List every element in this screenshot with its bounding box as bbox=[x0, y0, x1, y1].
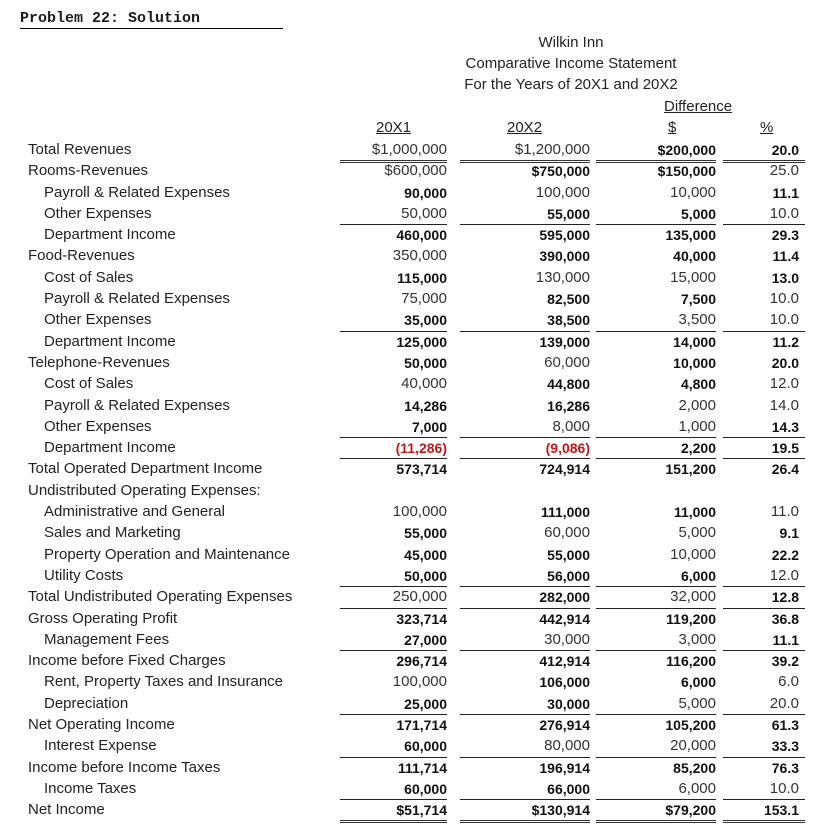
row-label: Payroll & Related Expenses bbox=[44, 396, 230, 414]
row-label: Administrative and General bbox=[44, 503, 225, 521]
value-diff-dollar: 7,500 bbox=[680, 291, 716, 308]
value-diff-dollar: 6,000 bbox=[680, 674, 716, 691]
value-20x2: 30,000 bbox=[547, 695, 590, 712]
value-20x1: 100,000 bbox=[392, 673, 447, 691]
rule-line bbox=[460, 608, 590, 609]
value-20x1: 111,714 bbox=[397, 759, 447, 776]
rule-line bbox=[596, 458, 716, 459]
value-20x2: $750,000 bbox=[531, 163, 590, 180]
value-20x2: 390,000 bbox=[539, 248, 590, 265]
table-row bbox=[0, 480, 829, 501]
value-20x1: 50,000 bbox=[404, 567, 447, 584]
value-diff-dollar: 3,500 bbox=[678, 311, 716, 329]
value-diff-percent bbox=[733, 480, 799, 501]
rule-line bbox=[723, 757, 805, 758]
column-header-dollar-diff: $ bbox=[668, 119, 677, 136]
value-diff-dollar: 85,200 bbox=[673, 759, 716, 776]
value-diff-dollar: 2,200 bbox=[680, 440, 716, 457]
rule-line bbox=[723, 458, 805, 459]
row-label: Total Revenues bbox=[28, 141, 132, 158]
value-20x2: 412,914 bbox=[539, 653, 590, 670]
row-label: Interest Expense bbox=[44, 737, 157, 755]
rule-line bbox=[340, 714, 447, 715]
rule-line bbox=[460, 799, 590, 800]
value-diff-dollar: 10,000 bbox=[673, 354, 716, 371]
value-diff-dollar: 3,000 bbox=[678, 630, 716, 648]
row-label: Property Operation and Maintenance bbox=[44, 545, 290, 563]
row-label: Depreciation bbox=[44, 694, 129, 712]
value-20x1 bbox=[340, 480, 447, 501]
value-diff-percent: 6.0 bbox=[778, 673, 799, 691]
table-row bbox=[0, 544, 829, 565]
rule-line bbox=[460, 160, 590, 163]
value-diff-percent: 25.0 bbox=[769, 162, 799, 180]
value-20x2: 44,800 bbox=[547, 376, 590, 393]
row-label: Total Undistributed Operating Expenses bbox=[28, 588, 293, 606]
rule-line bbox=[460, 714, 590, 715]
row-label: Rooms-Revenues bbox=[28, 162, 149, 180]
table-row bbox=[0, 586, 829, 607]
value-20x2: 60,000 bbox=[544, 524, 590, 542]
value-diff-dollar: $200,000 bbox=[657, 142, 716, 158]
value-20x1: 35,000 bbox=[404, 312, 447, 329]
value-20x1: 100,000 bbox=[392, 503, 447, 521]
row-label: Income Taxes bbox=[44, 779, 137, 797]
rule-line bbox=[723, 160, 805, 163]
rule-line bbox=[596, 799, 716, 800]
value-20x1: $1,000,000 bbox=[371, 141, 447, 158]
value-diff-percent: 11.2 bbox=[772, 333, 799, 350]
value-20x2: 55,000 bbox=[547, 546, 590, 563]
table-row bbox=[0, 245, 829, 266]
value-20x2: 38,500 bbox=[547, 312, 590, 329]
rule-line bbox=[460, 224, 590, 225]
difference-header: Difference bbox=[664, 98, 733, 115]
rule-line bbox=[596, 650, 716, 651]
row-label: Sales and Marketing bbox=[44, 524, 181, 542]
value-diff-percent: 11.1 bbox=[772, 631, 799, 648]
row-label: Other Expenses bbox=[44, 204, 152, 222]
table-row bbox=[0, 267, 829, 288]
value-20x2: 106,000 bbox=[539, 674, 590, 691]
rule-line bbox=[340, 650, 447, 651]
value-diff-percent: 153.1 bbox=[763, 802, 799, 819]
double-rule-line bbox=[596, 820, 716, 823]
value-diff-percent: 10.0 bbox=[769, 204, 799, 222]
row-label: Gross Operating Profit bbox=[28, 609, 178, 627]
rule-line bbox=[340, 757, 447, 758]
rule-line bbox=[460, 586, 590, 587]
table-row bbox=[0, 671, 829, 692]
value-diff-percent: 9.1 bbox=[779, 525, 799, 542]
value-20x1: 14,286 bbox=[404, 397, 447, 414]
column-header-percent-diff: % bbox=[760, 119, 774, 136]
statement-title: Comparative Income Statement bbox=[465, 55, 677, 72]
double-rule-line bbox=[723, 820, 805, 823]
table-row bbox=[0, 735, 829, 756]
value-20x1: 323,714 bbox=[396, 610, 447, 627]
value-20x2: $130,914 bbox=[531, 802, 590, 819]
value-20x2 bbox=[470, 480, 590, 501]
rule-line bbox=[723, 331, 805, 332]
table-row bbox=[0, 182, 829, 203]
value-diff-dollar: 5,000 bbox=[678, 694, 716, 712]
value-diff-dollar: 40,000 bbox=[673, 248, 716, 265]
value-20x2: 724,914 bbox=[539, 461, 590, 478]
value-20x1: 115,000 bbox=[397, 269, 447, 286]
table-row bbox=[0, 757, 829, 778]
row-label: Food-Revenues bbox=[28, 247, 135, 265]
value-diff-percent: 12.0 bbox=[769, 375, 799, 393]
value-20x2: 282,000 bbox=[539, 589, 590, 606]
rule-line bbox=[340, 331, 447, 332]
value-diff-percent: 10.0 bbox=[769, 779, 799, 797]
value-20x2: 60,000 bbox=[544, 353, 590, 371]
double-rule-line bbox=[340, 820, 447, 823]
value-20x1: 125,000 bbox=[396, 333, 447, 350]
value-diff-dollar: 151,200 bbox=[665, 461, 716, 478]
value-20x1: 350,000 bbox=[392, 247, 447, 265]
value-diff-percent: 13.0 bbox=[771, 269, 799, 286]
value-20x1: $51,714 bbox=[396, 802, 447, 819]
value-diff-dollar: 4,800 bbox=[680, 376, 716, 393]
value-diff-dollar: 32,000 bbox=[670, 588, 716, 606]
row-label: Payroll & Related Expenses bbox=[44, 290, 230, 308]
value-diff-dollar: 11,000 bbox=[673, 504, 716, 521]
rule-line bbox=[460, 757, 590, 758]
table-row bbox=[0, 693, 829, 714]
table-row bbox=[0, 799, 829, 820]
income-statement-table bbox=[0, 139, 829, 821]
value-20x1: 27,000 bbox=[404, 631, 447, 648]
value-20x2: 82,500 bbox=[547, 291, 590, 308]
row-label: Payroll & Related Expenses bbox=[44, 183, 230, 201]
value-diff-dollar: 20,000 bbox=[670, 737, 716, 755]
value-20x2: 66,000 bbox=[547, 780, 590, 797]
rule-line bbox=[596, 160, 716, 163]
rule-line bbox=[460, 650, 590, 651]
value-20x1: 50,000 bbox=[401, 204, 447, 222]
value-diff-dollar: $79,200 bbox=[665, 802, 716, 819]
column-header-20x1: 20X1 bbox=[376, 119, 412, 136]
value-diff-percent: 11.0 bbox=[770, 503, 799, 521]
value-diff-dollar: 15,000 bbox=[670, 268, 716, 286]
rule-line bbox=[340, 608, 447, 609]
value-20x1: 50,000 bbox=[404, 354, 447, 371]
table-row bbox=[0, 714, 829, 735]
statement-period: For the Years of 20X1 and 20X2 bbox=[464, 76, 678, 93]
value-diff-percent: 10.0 bbox=[769, 290, 799, 308]
row-label: Undistributed Operating Expenses: bbox=[28, 481, 261, 499]
table-row bbox=[0, 160, 829, 181]
value-20x1: 60,000 bbox=[404, 738, 447, 755]
value-20x1: 45,000 bbox=[404, 546, 447, 563]
rule-line bbox=[460, 437, 590, 438]
rule-line bbox=[596, 586, 716, 587]
value-diff-dollar: 135,000 bbox=[665, 227, 716, 244]
value-diff-percent: 22.2 bbox=[771, 546, 799, 563]
row-label: Department Income bbox=[44, 439, 176, 457]
value-20x1: 75,000 bbox=[401, 290, 447, 308]
value-diff-percent: 14.0 bbox=[769, 396, 799, 414]
rule-line bbox=[340, 160, 447, 163]
value-20x2: 55,000 bbox=[547, 205, 590, 222]
value-20x1: 573,714 bbox=[396, 461, 447, 478]
column-header-20x2: 20X2 bbox=[507, 119, 543, 136]
rule-line bbox=[596, 437, 716, 438]
value-20x1: 40,000 bbox=[401, 375, 447, 393]
value-diff-percent: 76.3 bbox=[771, 759, 799, 776]
value-diff-percent: 20.0 bbox=[769, 694, 799, 712]
rule-line bbox=[723, 799, 805, 800]
row-label: Other Expenses bbox=[44, 417, 152, 435]
row-label: Cost of Sales bbox=[44, 268, 134, 286]
value-diff-dollar: 1,000 bbox=[678, 417, 716, 435]
value-diff-percent: 19.5 bbox=[771, 440, 799, 457]
value-diff-dollar: 6,000 bbox=[680, 567, 716, 584]
rule-line bbox=[340, 586, 447, 587]
value-diff-percent: 11.4 bbox=[772, 248, 799, 265]
value-diff-percent: 61.3 bbox=[771, 717, 799, 734]
table-row bbox=[0, 522, 829, 543]
table-row bbox=[0, 565, 829, 586]
row-label: Net Income bbox=[28, 801, 105, 819]
double-rule-line bbox=[460, 820, 590, 823]
value-20x2: 139,000 bbox=[539, 333, 590, 350]
value-diff-percent: 12.8 bbox=[771, 589, 799, 606]
rule-line bbox=[596, 224, 716, 225]
value-diff-dollar: 119,200 bbox=[666, 610, 716, 627]
value-diff-dollar: 116,200 bbox=[666, 653, 716, 670]
rule-line bbox=[723, 714, 805, 715]
value-diff-percent: 11.1 bbox=[772, 184, 799, 201]
value-20x2: 80,000 bbox=[544, 737, 590, 755]
value-20x2: 130,000 bbox=[535, 268, 590, 286]
row-label: Management Fees bbox=[44, 630, 170, 648]
table-row bbox=[0, 288, 829, 309]
value-diff-percent: 26.4 bbox=[771, 461, 799, 478]
value-diff-dollar bbox=[606, 480, 716, 501]
rule-line bbox=[723, 608, 805, 609]
value-20x2: 56,000 bbox=[547, 567, 590, 584]
value-diff-dollar: 10,000 bbox=[670, 183, 716, 201]
row-label: Total Operated Department Income bbox=[28, 460, 263, 478]
value-diff-dollar: 5,000 bbox=[678, 524, 716, 542]
row-label: Department Income bbox=[44, 332, 176, 350]
value-diff-dollar: 105,200 bbox=[665, 717, 716, 734]
row-label: Net Operating Income bbox=[28, 716, 175, 734]
rule-line bbox=[596, 608, 716, 609]
rule-line bbox=[723, 586, 805, 587]
row-label: Other Expenses bbox=[44, 311, 152, 329]
table-row bbox=[0, 778, 829, 799]
table-row bbox=[0, 352, 829, 373]
value-20x2: 442,914 bbox=[539, 610, 590, 627]
value-20x2: 8,000 bbox=[552, 417, 590, 435]
value-diff-percent: 14.3 bbox=[771, 418, 799, 435]
value-20x1: 250,000 bbox=[392, 588, 447, 606]
value-20x1: 90,000 bbox=[404, 184, 447, 201]
table-row bbox=[0, 139, 829, 160]
rule-line bbox=[596, 714, 716, 715]
table-row bbox=[0, 650, 829, 671]
value-diff-percent: 20.0 bbox=[771, 142, 799, 158]
table-row bbox=[0, 608, 829, 629]
value-diff-percent: 12.0 bbox=[769, 566, 799, 584]
rule-line bbox=[340, 224, 447, 225]
table-row bbox=[0, 458, 829, 479]
table-row bbox=[0, 629, 829, 650]
rule-line bbox=[340, 458, 447, 459]
table-row bbox=[0, 437, 829, 458]
rule-line bbox=[723, 650, 805, 651]
table-row bbox=[0, 309, 829, 330]
value-diff-percent: 36.8 bbox=[771, 610, 799, 627]
rule-line bbox=[596, 757, 716, 758]
value-20x1: $600,000 bbox=[384, 162, 447, 180]
rule-line bbox=[596, 331, 716, 332]
row-label: Income before Fixed Charges bbox=[28, 652, 226, 670]
row-label: Utility Costs bbox=[44, 566, 124, 584]
value-diff-dollar: 2,000 bbox=[678, 396, 716, 414]
value-diff-dollar: 5,000 bbox=[680, 205, 716, 222]
table-row bbox=[0, 416, 829, 437]
value-20x1: 296,714 bbox=[396, 653, 447, 670]
value-20x1: 171,714 bbox=[396, 717, 447, 734]
table-row bbox=[0, 224, 829, 245]
value-diff-dollar: $150,000 bbox=[657, 163, 716, 180]
value-diff-percent: 10.0 bbox=[769, 311, 799, 329]
value-20x2: $1,200,000 bbox=[514, 141, 590, 158]
value-diff-percent: 20.0 bbox=[771, 354, 799, 371]
value-20x1: 7,000 bbox=[411, 418, 447, 435]
rule-line bbox=[723, 437, 805, 438]
value-diff-percent: 29.3 bbox=[771, 227, 799, 244]
value-diff-dollar: 10,000 bbox=[670, 545, 716, 563]
value-20x2: 100,000 bbox=[535, 183, 590, 201]
value-20x2: (9,086) bbox=[545, 440, 590, 457]
rule-line bbox=[340, 799, 447, 800]
value-20x1: (11,286) bbox=[395, 440, 447, 457]
row-label: Department Income bbox=[44, 226, 176, 244]
value-20x2: 111,000 bbox=[540, 504, 590, 521]
row-label: Telephone-Revenues bbox=[28, 353, 170, 371]
table-row bbox=[0, 373, 829, 394]
row-label: Rent, Property Taxes and Insurance bbox=[44, 673, 284, 691]
rule-line bbox=[460, 458, 590, 459]
rule-line bbox=[340, 437, 447, 438]
value-20x2: 30,000 bbox=[544, 630, 590, 648]
table-row bbox=[0, 501, 829, 522]
value-20x2: 196,914 bbox=[539, 759, 590, 776]
value-20x2: 16,286 bbox=[547, 397, 590, 414]
value-20x1: 25,000 bbox=[404, 695, 447, 712]
value-20x2: 595,000 bbox=[539, 227, 590, 244]
value-diff-percent: 33.3 bbox=[771, 738, 799, 755]
value-20x1: 55,000 bbox=[404, 525, 447, 542]
value-diff-dollar: 6,000 bbox=[678, 779, 716, 797]
rule-line bbox=[723, 224, 805, 225]
rule-line bbox=[460, 331, 590, 332]
row-label: Cost of Sales bbox=[44, 375, 134, 393]
value-20x1: 460,000 bbox=[396, 227, 447, 244]
company-name: Wilkin Inn bbox=[538, 34, 604, 51]
page-title: Problem 22: Solution bbox=[20, 10, 283, 29]
value-20x1: 60,000 bbox=[404, 780, 447, 797]
table-row bbox=[0, 331, 829, 352]
table-row bbox=[0, 203, 829, 224]
table-row bbox=[0, 395, 829, 416]
value-diff-percent: 39.2 bbox=[771, 653, 799, 670]
value-20x2: 276,914 bbox=[539, 717, 590, 734]
row-label: Income before Income Taxes bbox=[28, 758, 221, 776]
value-diff-dollar: 14,000 bbox=[673, 333, 716, 350]
